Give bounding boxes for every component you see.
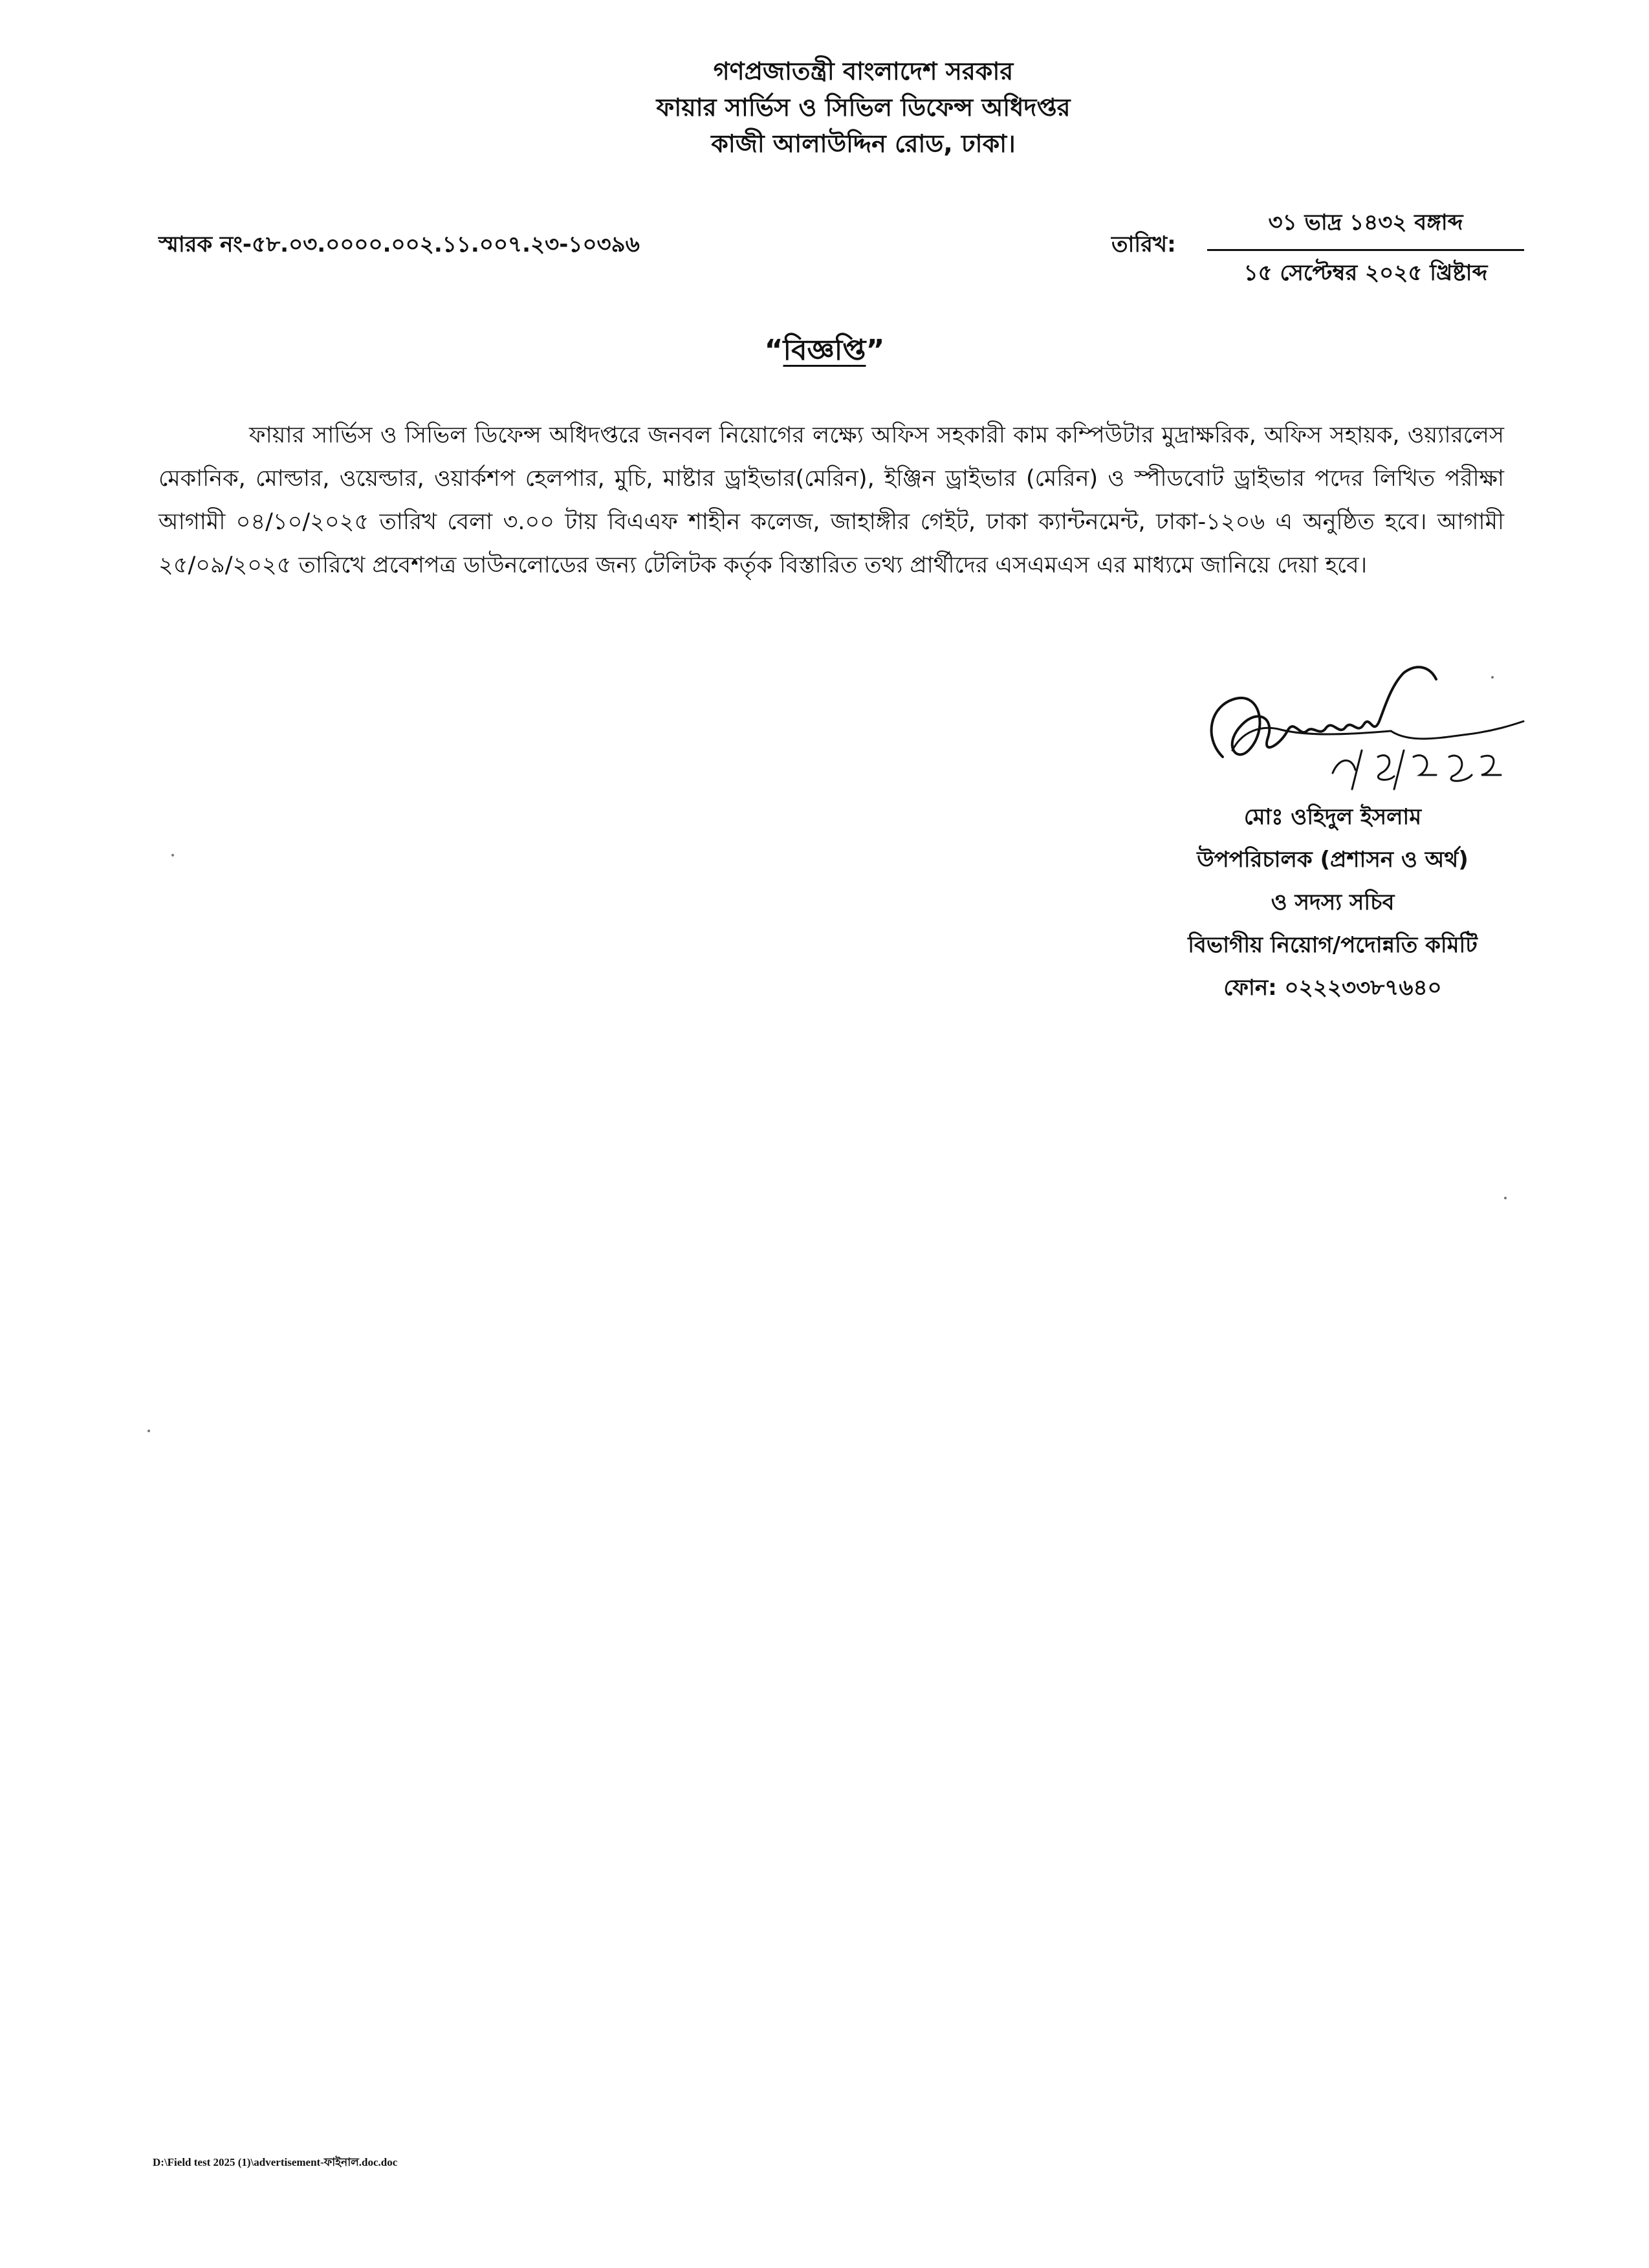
notice-title-open-quote: “: [764, 334, 783, 367]
office-address: কাজী আলাউদ্দিন রোড, ঢাকা।: [711, 129, 1016, 158]
date-block: [1207, 206, 1524, 293]
signatory-designation: উপপরিচালক (প্রশাসন ও অর্থ): [1197, 847, 1469, 873]
notice-title-close-quote: ”: [866, 334, 885, 367]
signatory-phone: ফোন: ০২২২৩৩৮৭৬৪০: [1223, 975, 1442, 1001]
signatory-committee: বিভাগীয় নিয়োগ/পদোন্নতি কমিটি: [1188, 932, 1478, 958]
scan-speck: [147, 1430, 150, 1432]
signatory-block: [1126, 796, 1540, 1009]
memo-number: স্মারক নং-৫৮.০৩.০০০০.০০২.১১.০০৭.২৩-১০৩৯৬: [158, 232, 640, 257]
department-name: ফায়ার সার্ভিস ও সিভিল ডিফেন্স অধিদপ্তর: [656, 93, 1071, 122]
date-bangla: ৩১ ভাদ্র ১৪৩২ বঙ্গাব্দ: [1207, 206, 1524, 251]
scan-speck: [1491, 676, 1494, 679]
notice-title: [0, 329, 1649, 376]
footer-file-path: D:\Field test 2025 (1)\advertisement-ফাইনাল.doc.doc: [153, 2156, 398, 2168]
signature-image: [1197, 660, 1533, 809]
notice-body: ফায়ার সার্ভিস ও সিভিল ডিফেন্স অধিদপ্তরে জনবল নিয়োগের লক্ষ্যে অফিস সহকারী কাম কম্পিউটার মুদ্রাক্ষরিক, অফিস সহায়ক, ওয়্যারলেস মেকানিক, মোল্ডার, ওয়েল্ডার, ওয়ার্কশপ হেলপার, মুচি, মাষ্টার ড্রাইভার(মেরিন), ইঞ্জিন ড্রাইভার (মেরিন) ও স্পীডবোট ড্রাইভার পদের লিখিত পরীক্ষা আগামী ০৪/১০/২০২৫ তারিখ বেলা ৩.০০ টায় বিএএফ শাহীন কলেজ, জাহাঙ্গীর গেইট, ঢাকা ক্যান্টনমেন্ট, ঢাকা-১২০৬ এ অনুষ্ঠিত হবে। আগামী ২৫/০৯/২০২৫ তারিখে প্রবেশপত্র ডাউনলোডের জন্য টেলিটক কর্তৃক বিস্তারিত তথ্য প্রার্থীদের এসএমএস এর মাধ্যমে জানিয়ে দেয়া হবে।: [158, 422, 1504, 578]
government-name: গণপ্রজাতন্ত্রী বাংলাদেশ সরকার: [713, 57, 1014, 85]
date-label: তারিখ:: [1111, 232, 1176, 257]
scan-speck: [171, 854, 174, 856]
date-english: ১৫ সেপ্টেম্বর ২০২৫ খ্রিষ্টাব্দ: [1243, 260, 1488, 286]
notice-title-text: বিজ্ঞপ্তি: [783, 334, 866, 367]
signatory-name: মোঃ ওহিদুল ইসলাম: [1243, 804, 1422, 830]
scan-speck: [1504, 1197, 1507, 1199]
letterhead: [0, 53, 1649, 162]
signatory-role: ও সদস্য সচিব: [1271, 889, 1395, 915]
